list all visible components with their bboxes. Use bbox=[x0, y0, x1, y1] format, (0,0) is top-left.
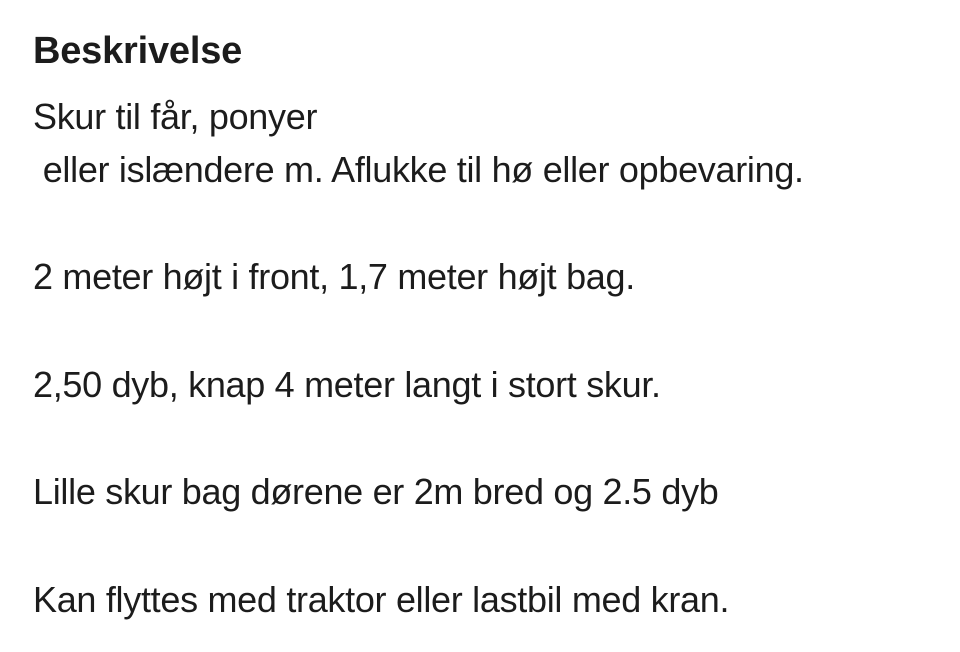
description-line-6: Kan flyttes med traktor eller lastbil med kran. bbox=[33, 579, 730, 620]
description-heading: Beskrivelse bbox=[33, 30, 243, 72]
description-line-1: Skur til får, ponyer bbox=[33, 96, 318, 137]
description-line-5: Lille skur bag dørene er 2m bred og 2.5 dyb bbox=[33, 471, 719, 512]
description-line-4: 2,50 dyb, knap 4 meter langt i stort skur. bbox=[33, 364, 661, 405]
description-line-2: eller islændere m. Aflukke til hø eller opbevaring. bbox=[33, 149, 804, 190]
description-line-3: 2 meter højt i front, 1,7 meter højt bag. bbox=[33, 256, 635, 297]
